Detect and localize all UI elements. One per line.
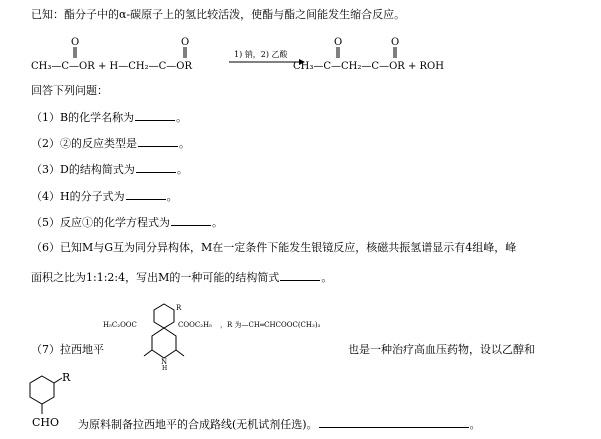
benzaldehyde-structure <box>28 372 78 432</box>
cho-label: CHO <box>32 416 60 429</box>
methyl-left <box>144 350 152 356</box>
right-ester-label: COOC₂H₅ <box>178 321 212 329</box>
question-7-mid: 也是一种治疗高血压药物，设以乙醇和 <box>348 343 535 356</box>
question-3 <box>31 161 188 177</box>
question-6-text: 面积之比为1:1:2:4，写出M的一种可能的结构简式 <box>31 271 280 284</box>
answer-blank-1[interactable] <box>135 109 175 121</box>
question-7-end: 。 <box>469 418 481 431</box>
question-1-text: （1）B的化学名称为 <box>31 111 135 124</box>
answer-blank-2[interactable] <box>138 135 178 147</box>
benzene-ring <box>154 304 174 328</box>
question-2-end: 。 <box>179 137 190 150</box>
r-definition: ，R 为—CH═CHCOOC(CH₃)₃ <box>220 321 321 329</box>
question-3-end: 。 <box>176 163 188 176</box>
nitrogen-label: N <box>161 358 168 366</box>
question-1 <box>31 109 187 125</box>
answer-blank-3[interactable] <box>136 161 176 173</box>
question-4-end: 。 <box>166 190 178 203</box>
answer-blank-4[interactable] <box>126 188 166 200</box>
methyl-right <box>176 350 184 356</box>
question-6-end: 。 <box>321 271 333 284</box>
question-4 <box>31 188 178 204</box>
product-formula: CH₃—C—CH₂—C—OR + ROH <box>293 61 444 72</box>
dihydropyridine-ring <box>152 328 176 358</box>
oxygen-label-2: O <box>181 37 190 48</box>
answer-intro: 回答下列问题： <box>31 84 108 97</box>
question-7-post <box>78 416 481 432</box>
question-2 <box>31 135 190 151</box>
oxygen-label-1: O <box>71 37 80 48</box>
question-5-text: （5）反应①的化学方程式为 <box>31 216 170 229</box>
r-group-label: R <box>176 304 182 312</box>
question-6-line-1: （6）已知M与G互为同分异构体，M在一定条件下能发生银镜反应，核磁共振氢谱显示有4组峰，峰 <box>31 241 517 254</box>
question-5-end: 。 <box>212 216 223 229</box>
question-6-line-2 <box>31 269 332 285</box>
answer-blank-7[interactable] <box>319 416 469 428</box>
question-3-text: （3）D的结构简式为 <box>31 163 135 176</box>
question-7-pre: （7）拉西地平 <box>31 343 104 356</box>
question-4-text: （4）H的分子式为 <box>31 190 125 203</box>
lacidipine-svg <box>100 300 350 370</box>
question-7-post-text: 为原料制备拉西地平的合成路线(无机试剂任选)。 <box>78 418 318 431</box>
benzaldehyde-svg <box>28 372 78 432</box>
question-1-end: 。 <box>176 111 188 124</box>
benzaldehyde-ring <box>30 376 54 404</box>
left-ester-label: H₅C₂OOC <box>103 321 137 329</box>
answer-blank-6[interactable] <box>280 269 320 281</box>
hydrogen-label: H <box>162 365 168 370</box>
question-5 <box>31 214 223 230</box>
condensation-reaction <box>31 36 461 76</box>
benz-r-label: R <box>62 372 71 384</box>
answer-blank-5[interactable] <box>171 214 211 226</box>
lacidipine-structure <box>100 300 350 370</box>
oxygen-label-4: O <box>391 37 400 48</box>
r-bond <box>54 378 62 383</box>
intro-text: 已知：酯分子中的α-碳原子上的氢比较活泼，使酯与酯之间能发生缩合反应。 <box>31 8 406 21</box>
reactant-formula: CH₃—C—OR + H—CH₂—C—OR <box>31 61 192 72</box>
reaction-condition: 1) 钠，2) 乙酸 <box>234 50 288 59</box>
question-2-text: （2）②的反应类型是 <box>31 137 137 150</box>
reaction-diagram <box>31 36 461 76</box>
oxygen-label-3: O <box>334 37 343 48</box>
